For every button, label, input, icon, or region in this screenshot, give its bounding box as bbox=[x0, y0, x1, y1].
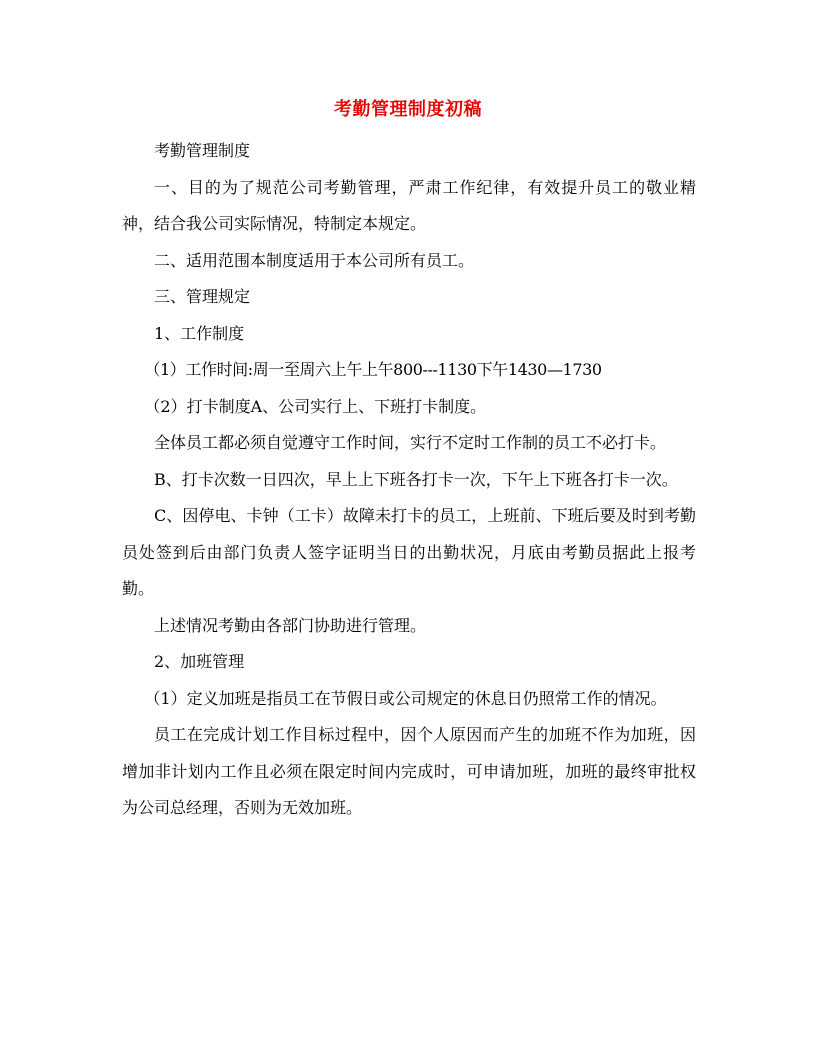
paragraph-overtime-definition: （1）定义加班是指员工在节假日或公司规定的休息日仍照常工作的情况。 bbox=[144, 688, 667, 708]
paragraph-scope: 二、适用范围本制度适用于本公司所有员工。 bbox=[154, 250, 475, 270]
paragraph-overtime-approval: 员工在完成计划工作目标过程中，因个人原因而产生的加班不作为加班，因增加非计划内工作且必须在限定时间内完成时，可申请加班，加班的最终审批权为公司总经理，否则为无效加班。 bbox=[122, 725, 696, 817]
paragraph-clock-in-system: （2）打卡制度A、公司实行上、下班打卡制度。 bbox=[144, 396, 487, 416]
document-title: 考勤管理制度初稿 bbox=[334, 99, 482, 120]
paragraph-work-system: 1、工作制度 bbox=[154, 323, 245, 343]
paragraph-overtime-management: 2、加班管理 bbox=[154, 652, 245, 671]
paragraph-heading: 考勤管理制度 bbox=[154, 141, 251, 160]
paragraph-missed-clock-in: C、因停电、卡钟（工卡）故障未打卡的员工，上班前、下班后要及时到考勤员处签到后由部门负责人签字证明当日的出勤状况，月底由考勤员据此上报考勤。 bbox=[122, 506, 696, 598]
paragraph-work-hours: （1）工作时间:周一至周六上午上午800---1130下午1430—1730 bbox=[144, 360, 602, 379]
document-body bbox=[122, 133, 696, 827]
paragraph-section-rules: 三、管理规定 bbox=[154, 287, 251, 306]
paragraph-clock-in-count: B、打卡次数一日四次，早上上下班各打卡一次，下午上下班各打卡一次。 bbox=[154, 469, 678, 489]
paragraph-purpose: 一、目的为了规范公司考勤管理，严肃工作纪律，有效提升员工的敬业精神，结合我公司实际情况，特制定本规定。 bbox=[122, 177, 696, 233]
paragraph-department-assist: 上述情况考勤由各部门协助进行管理。 bbox=[154, 615, 427, 635]
paragraph-all-staff: 全体员工都必须自觉遵守工作时间，实行不定时工作制的员工不必打卡。 bbox=[154, 433, 667, 452]
